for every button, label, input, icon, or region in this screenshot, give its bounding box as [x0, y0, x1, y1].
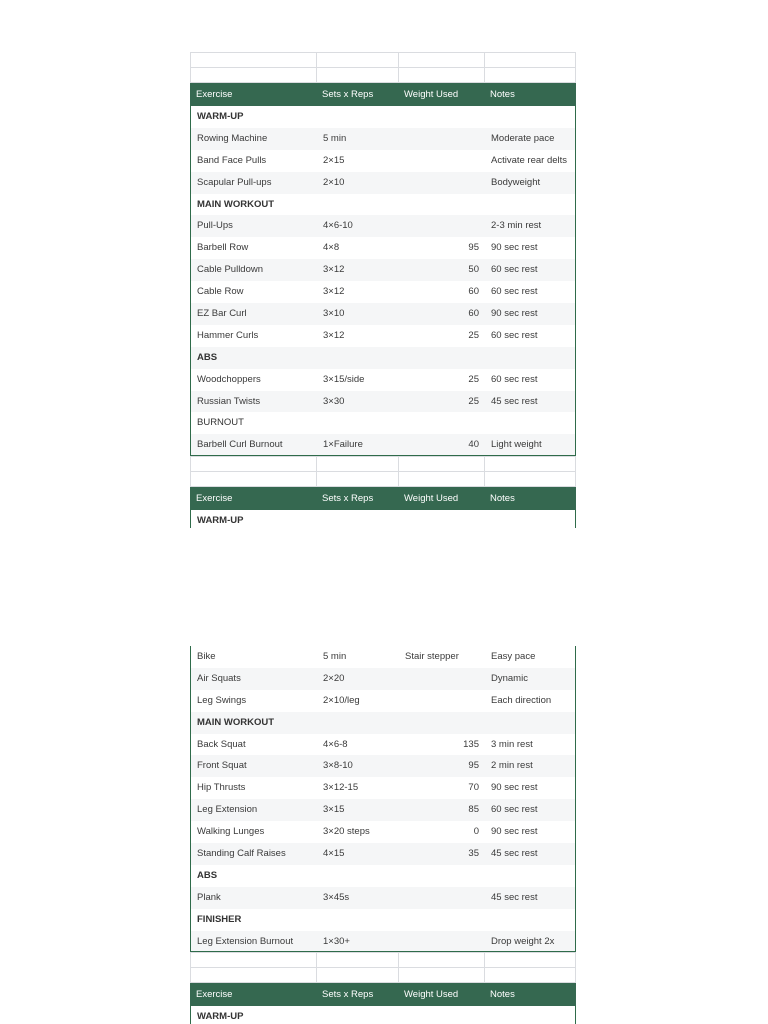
cell-sets-reps: 4×15 — [323, 848, 345, 860]
cell-notes — [485, 909, 576, 931]
cell-exercise: Leg Extension Burnout — [197, 935, 294, 947]
cell-notes: 60 sec rest — [491, 804, 538, 816]
cell-exercise: Walking Lunges — [197, 826, 265, 838]
cell-exercise: Standing Calf Raises — [197, 848, 286, 860]
cell-weight-used: 95 — [468, 760, 479, 772]
section-label: ABS — [197, 351, 218, 363]
cell-exercise: Back Squat — [197, 738, 246, 750]
cell-notes — [485, 106, 576, 128]
header-notes: Notes — [490, 89, 515, 100]
cell-weight-used — [399, 690, 485, 712]
cell-weight-used — [399, 128, 485, 150]
section-label: MAIN WORKOUT — [197, 716, 275, 728]
cell-weight-used — [399, 194, 485, 216]
cell-weight-used: 35 — [468, 848, 479, 860]
cell-notes: 90 sec rest — [491, 782, 538, 794]
section-label: MAIN WORKOUT — [197, 198, 275, 210]
table-row — [190, 821, 576, 843]
cell-notes: 45 sec rest — [491, 848, 538, 860]
cell-notes: 90 sec rest — [491, 308, 538, 320]
cell-weight-used: 60 — [468, 308, 479, 320]
leg-day-preview-table — [190, 510, 576, 528]
cell-sets-reps: 4×8 — [323, 242, 340, 254]
cell-weight-used — [399, 150, 485, 172]
cell-exercise: Band Face Pulls — [197, 154, 267, 166]
section-row — [190, 712, 576, 734]
cell-exercise: Hammer Curls — [197, 329, 259, 341]
cell-notes: 90 sec rest — [491, 242, 538, 254]
cell-exercise: Front Squat — [197, 760, 247, 772]
cell-sets-reps: 3×12 — [323, 286, 345, 298]
empty-rows-top — [190, 52, 576, 83]
table-row — [190, 369, 576, 391]
cell-exercise: Pull-Ups — [197, 220, 233, 232]
cell-notes: 60 sec rest — [491, 286, 538, 298]
spreadsheet-page-1 — [190, 52, 576, 528]
cell-notes — [485, 1006, 576, 1024]
cell-weight-used: 95 — [468, 242, 479, 254]
cell-sets-reps: 1×Failure — [323, 439, 363, 451]
cell-sets-reps: 1×30+ — [323, 935, 350, 947]
cell-weight-used — [399, 106, 485, 128]
cell-notes: Bodyweight — [491, 176, 541, 188]
table-row — [190, 755, 576, 777]
header-notes: Notes — [490, 493, 515, 505]
cell-sets-reps — [317, 909, 399, 931]
cell-weight-used — [399, 412, 485, 434]
cell-sets-reps — [317, 712, 399, 734]
cell-sets-reps — [317, 865, 399, 887]
table-row — [190, 128, 576, 150]
cell-exercise: Bike — [197, 651, 216, 662]
cell-weight-used: 50 — [468, 264, 479, 276]
cell-notes: Light weight — [491, 439, 542, 451]
cell-exercise: Rowing Machine — [197, 132, 268, 144]
table-header — [190, 487, 576, 510]
section-label: WARM-UP — [197, 515, 244, 527]
table-row — [190, 150, 576, 172]
cell-sets-reps: 3×20 steps — [323, 826, 370, 838]
cell-exercise: Cable Row — [197, 286, 244, 298]
empty-rows-mid — [190, 456, 576, 487]
cell-notes: 2 min rest — [491, 760, 533, 772]
table-row — [190, 237, 576, 259]
table-row — [190, 215, 576, 237]
cell-notes: 60 sec rest — [491, 264, 538, 276]
section-label: WARM-UP — [197, 1011, 244, 1023]
cell-exercise: Scapular Pull-ups — [197, 176, 272, 188]
section-row — [190, 865, 576, 887]
cell-exercise: Woodchoppers — [197, 373, 261, 385]
cell-notes — [485, 412, 576, 434]
cell-sets-reps — [317, 412, 399, 434]
cell-weight-used: 70 — [468, 782, 479, 794]
section-row — [190, 909, 576, 931]
table-row — [190, 281, 576, 303]
section-row — [190, 510, 576, 528]
table-row — [190, 931, 576, 953]
cell-notes: Moderate pace — [491, 132, 555, 144]
cell-weight-used: 25 — [468, 329, 479, 341]
table-row — [190, 646, 576, 668]
table-header — [190, 83, 576, 106]
cell-exercise: Cable Pulldown — [197, 264, 264, 276]
table-row — [190, 777, 576, 799]
table-row — [190, 887, 576, 909]
section-label: BURNOUT — [197, 417, 244, 429]
cell-sets-reps — [317, 106, 399, 128]
cell-exercise: Plank — [197, 891, 221, 903]
header-sets-reps: Sets x Reps — [322, 89, 374, 100]
spreadsheet-page-2 — [190, 646, 576, 1024]
header-weight-used: Weight Used — [404, 89, 459, 100]
header-weight-used: Weight Used — [404, 989, 459, 1001]
cell-notes: Easy pace — [491, 651, 536, 662]
table-row — [190, 690, 576, 712]
cell-weight-used: 85 — [468, 804, 479, 816]
cell-weight-used — [399, 1006, 485, 1024]
cell-exercise: Russian Twists — [197, 395, 261, 407]
header-notes: Notes — [490, 989, 515, 1001]
header-sets-reps: Sets x Reps — [322, 493, 374, 505]
table-row — [190, 172, 576, 194]
header-weight-used: Weight Used — [404, 493, 459, 505]
section-row — [190, 106, 576, 128]
cell-notes: Each direction — [491, 694, 552, 706]
cell-notes: 60 sec rest — [491, 373, 538, 385]
table-row — [190, 391, 576, 413]
cell-weight-used: 60 — [468, 286, 479, 298]
cell-sets-reps: 2×10/leg — [323, 694, 360, 706]
section-label: ABS — [197, 869, 218, 881]
cell-exercise: Barbell Row — [197, 242, 249, 254]
cell-weight-used — [399, 172, 485, 194]
cell-notes: Drop weight 2x — [491, 935, 555, 947]
cell-notes: Activate rear delts — [491, 154, 568, 166]
cell-sets-reps — [317, 194, 399, 216]
cell-weight-used — [399, 347, 485, 369]
cell-sets-reps — [317, 1006, 399, 1024]
cell-weight-used — [399, 668, 485, 690]
cell-weight-used — [399, 909, 485, 931]
cell-notes: Dynamic — [491, 672, 528, 684]
table-row — [190, 843, 576, 865]
cell-exercise: Air Squats — [197, 672, 241, 684]
cell-weight-used — [399, 712, 485, 734]
section-label: WARM-UP — [197, 111, 244, 122]
cell-sets-reps: 2×20 — [323, 672, 345, 684]
cell-sets-reps: 3×30 — [323, 395, 345, 407]
cell-weight-used: 0 — [473, 826, 479, 838]
cell-sets-reps: 4×6-10 — [323, 220, 353, 232]
table-row — [190, 303, 576, 325]
cell-sets-reps: 3×15/side — [323, 373, 365, 385]
cell-weight-used: 25 — [468, 395, 479, 407]
cell-notes — [485, 865, 576, 887]
cell-sets-reps: 5 min — [323, 651, 347, 662]
cell-notes — [485, 194, 576, 216]
cell-sets-reps: 2×15 — [323, 154, 345, 166]
cell-notes: 90 sec rest — [491, 826, 538, 838]
cell-exercise: Hip Thrusts — [197, 782, 246, 794]
cell-sets-reps — [317, 510, 399, 528]
empty-rows-bottom — [190, 952, 576, 983]
cell-notes: 3 min rest — [491, 738, 533, 750]
cell-sets-reps: 3×12-15 — [323, 782, 359, 794]
cell-sets-reps: 3×10 — [323, 308, 345, 320]
cell-weight-used — [399, 215, 485, 237]
cell-notes: 45 sec rest — [491, 395, 538, 407]
cell-exercise: EZ Bar Curl — [197, 308, 247, 320]
cell-sets-reps: 3×8-10 — [323, 760, 353, 772]
cell-weight-used: 135 — [463, 738, 479, 750]
section-row — [190, 412, 576, 434]
cell-notes: 45 sec rest — [491, 891, 538, 903]
table-row — [190, 325, 576, 347]
leg-day-table — [190, 646, 576, 952]
cell-notes: 60 sec rest — [491, 329, 538, 341]
section-row — [190, 347, 576, 369]
pull-day-table — [190, 106, 576, 456]
cell-weight-used: 25 — [468, 373, 479, 385]
header-exercise: Exercise — [196, 493, 233, 505]
cell-sets-reps: 2×10 — [323, 176, 345, 188]
header-exercise: Exercise — [196, 989, 233, 1001]
cell-notes — [485, 510, 576, 528]
cell-exercise: Barbell Curl Burnout — [197, 439, 283, 451]
cell-weight-used — [399, 510, 485, 528]
cell-exercise: Leg Extension — [197, 804, 258, 816]
section-label: FINISHER — [197, 913, 242, 925]
table-row — [190, 668, 576, 690]
cell-weight-used: Stair stepper — [405, 651, 459, 662]
cell-weight-used: 40 — [468, 439, 479, 451]
cell-sets-reps — [317, 347, 399, 369]
cell-sets-reps: 4×6-8 — [323, 738, 348, 750]
cell-sets-reps: 3×45s — [323, 891, 350, 903]
table-row — [190, 259, 576, 281]
cell-notes — [485, 712, 576, 734]
table-header — [190, 983, 576, 1006]
cell-sets-reps: 5 min — [323, 132, 347, 144]
cell-weight-used — [399, 931, 485, 952]
cell-notes — [485, 347, 576, 369]
header-exercise: Exercise — [196, 89, 233, 100]
cell-weight-used — [399, 865, 485, 887]
cell-notes: 2-3 min rest — [491, 220, 542, 232]
cell-exercise: Leg Swings — [197, 694, 247, 706]
cell-sets-reps: 3×12 — [323, 264, 345, 276]
table-row — [190, 734, 576, 756]
cell-sets-reps: 3×15 — [323, 804, 345, 816]
header-sets-reps: Sets x Reps — [322, 989, 374, 1001]
cell-sets-reps: 3×12 — [323, 329, 345, 341]
table-row — [190, 434, 576, 456]
section-row — [190, 1006, 576, 1024]
section-row — [190, 194, 576, 216]
next-day-preview-table — [190, 1006, 576, 1024]
table-row — [190, 799, 576, 821]
cell-weight-used — [399, 887, 485, 909]
